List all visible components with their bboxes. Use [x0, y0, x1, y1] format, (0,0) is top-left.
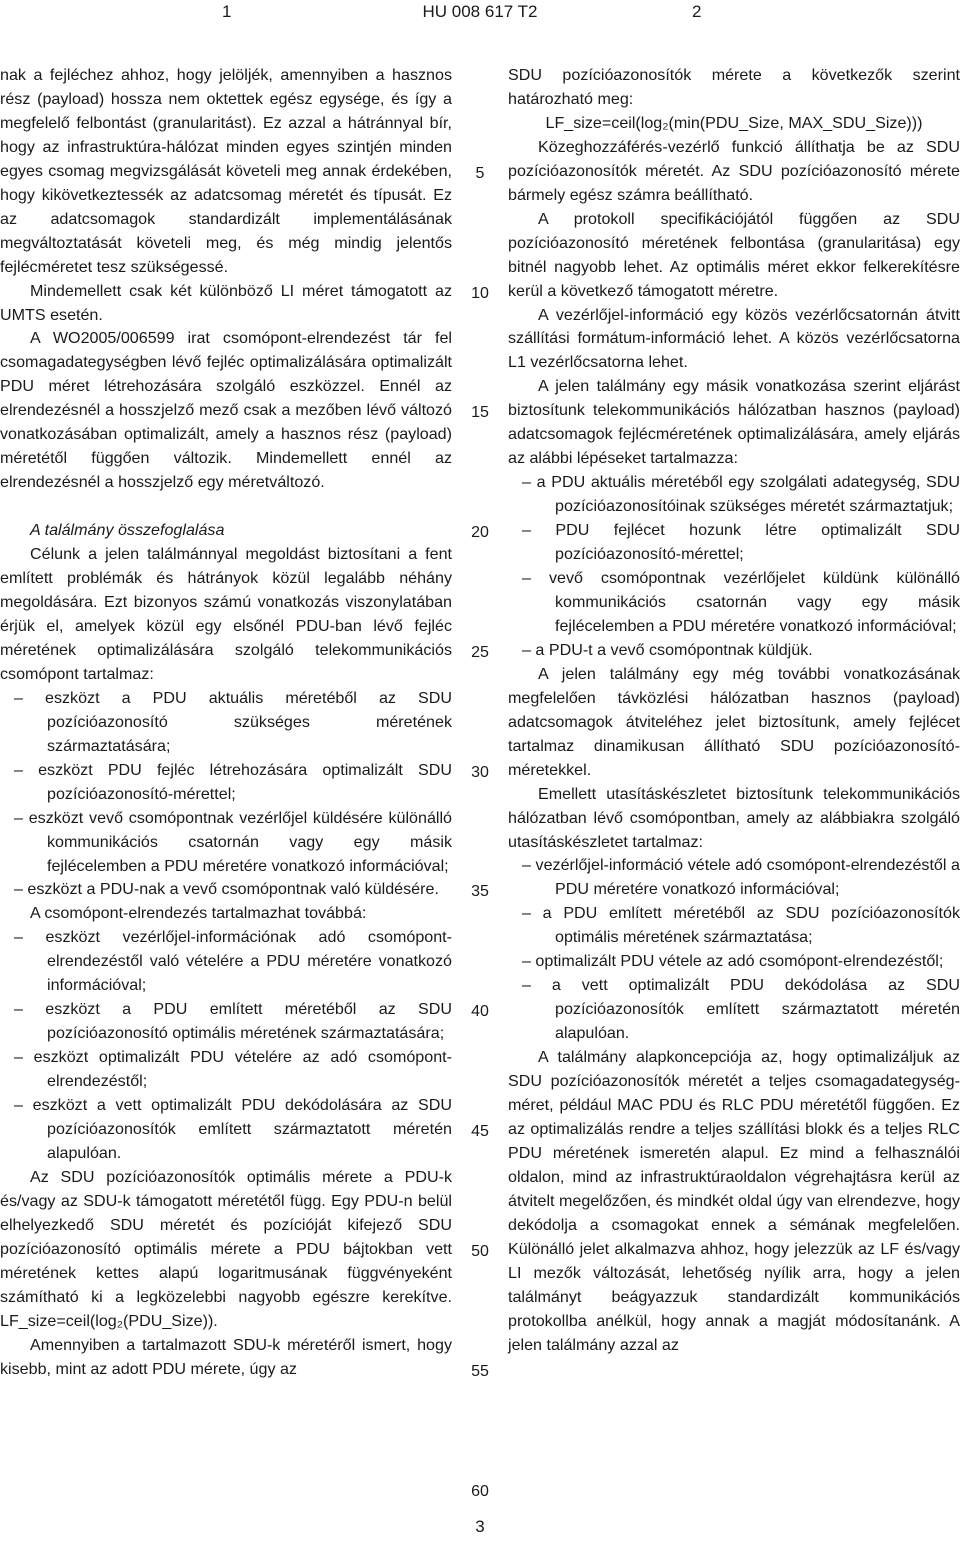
list-item: – vevő csomópontnak vezérlőjelet küldünk különálló kommunikációs csatornán vagy egy másik fejlécelemben a PDU méretére vonatkozó információval; — [522, 569, 960, 635]
list-item: – vezérlőjel-információ vétele adó csomópont-elrendezéstől a PDU méretére vonatkozó információval; — [522, 856, 960, 899]
list-item: – optimalizált PDU vétele az adó csomópont-elrendezéstől; — [522, 952, 944, 971]
paragraph: A találmány alapkoncepciója az, hogy optimalizáljuk az SDU pozícióazonosítók méretét a teljes csomagadategység-méret, például MAC PDU és RLC PDU méretétől függően. Ez az optimalizálás rendre a teljes szállítási blokk és a teljes RLC PDU méretének ismeretén alapul. Ez mind a felhasználói oldalon, mind az infrastruktúraoldalon végrehajtásra kerül az átvitelt megelőzően, és mindkét oldal úgy van elrendezve, hogy dekódolja a csomagokat ennek a sémának megfelelően. Különálló jelet alkalmazva ahhoz, hogy jelezzük az LF és/vagy LI mezők változását, lehetőség nyílik arra, hogy a jelen találmányt beágyazzuk standardizált kommunikációs protokollba anélkül, hogy annak a magját módosítanánk. A jelen találmány azzal az — [508, 1048, 960, 1354]
line-number: 40 — [471, 1003, 489, 1020]
line-number: 30 — [471, 764, 489, 781]
paragraph: nak a fejléchez ahhoz, hogy jelöljék, amennyiben a hasznos rész (payload) hossza nem oktettek egész egysége, és így a megfelelő felbontást (granularitást). Ez azzal a hátránnyal bír, hogy az infrastruktúra-hálózat minden egyes szintjén minden egyes csomag megvizsgálását követeli meg annak érdekében, hogy kikövetkeztessék az adatcsomag méretét és típusát. Ez az adatcsomagok standardizált implementálásának megváltoztatását követeli meg, és még mindig jelentős fejlécméretet tesz szükségessé. — [0, 66, 452, 276]
list-item: – eszközt vezérlőjel-információnak adó csomópont-elrendezéstől való vételére a PDU méretére vonatkozó információval; — [14, 928, 452, 995]
paragraph: Emellett utasításkészletet biztosítunk telekommunikációs hálózatban lévő csomópontban, amely az alábbiakra szolgáló utasításkészletet tartalmaz: — [508, 784, 960, 851]
paragraph: SDU pozícióazonosítók mérete a következők szerint határozható meg: — [508, 66, 960, 108]
line-number: 25 — [471, 644, 489, 661]
left-text-column — [0, 64, 452, 1381]
paragraph: A protokoll specifikációjától függően az SDU pozícióazonosító méretének felbontása (granularitása) egy bitnél nagyobb lehet. Az optimális méret ekkor felkerekítésre kerül a következő támogatott méretre. — [508, 209, 960, 300]
line-number: 20 — [471, 524, 489, 541]
paragraph: Az SDU pozícióazonosítók optimális mérete a PDU-k és/vagy az SDU-k támogatott méretétől függ. Egy PDU-n belül elhelyezkedő SDU méretét és pozícióját kifejező SDU pozícióazonosító optimális mérete a PDU bájtokban vett méretének kettes alapú logaritmusának függvényeként számítható ki a legközelebbi nagyobb egészre kerekítve. LF_size=ceil(log₂(PDU_Size)). — [0, 1167, 452, 1330]
line-number: 55 — [471, 1363, 489, 1380]
page-number: 3 — [475, 1517, 485, 1536]
line-number: 60 — [471, 1483, 489, 1500]
list-item: – PDU fejlécet hozunk létre optimalizált SDU pozícióazonosító-mérettel; — [522, 521, 960, 564]
line-number: 10 — [471, 285, 489, 302]
list-item: – eszközt vevő csomópontnak vezérlőjel küldésére különálló kommunikációs csatornán vagy egy másik fejlécelemben a PDU méretére vonatkozó információval; — [14, 808, 452, 875]
header-left-column-number: 1 — [222, 2, 232, 21]
header-right-column-number: 2 — [692, 2, 702, 21]
list-item: – eszközt optimalizált PDU vételére az adó csomópont-elrendezéstől; — [14, 1048, 452, 1091]
line-number: 35 — [471, 883, 489, 900]
paragraph: A csomópont-elrendezés tartalmazhat továbbá: — [30, 904, 367, 923]
line-number: 50 — [471, 1243, 489, 1260]
list-item: – a PDU-t a vevő csomópontnak küldjük. — [522, 640, 813, 659]
list-item: – a PDU említett méretéből az SDU pozícióazonosítók optimális méretének származtatása; — [522, 904, 960, 947]
paragraph: A jelen találmány egy másik vonatkozása szerint eljárást biztosítunk telekommunikációs hálózatban hasznos (payload) adatcsomagok fejlécméretének optimalizálására, amely eljárás az alábbi lépéseket tartalmazza: — [508, 377, 960, 468]
line-number: 5 — [475, 165, 485, 182]
list-item: – eszközt a PDU említett méretéből az SDU pozícióazonosító optimális méretének származtatására; — [14, 1000, 452, 1043]
paragraph: Mindemellett csak két különböző LI méret támogatott az UMTS esetén. — [0, 281, 452, 324]
list-item: – eszközt PDU fejléc létrehozására optimalizált SDU pozícióazonosító-mérettel; — [14, 760, 452, 803]
paragraph: LF_size=ceil(log₂(min(PDU_Size, MAX_SDU_Size))) — [545, 113, 923, 132]
list-item: – eszközt a PDU aktuális méretéből az SDU pozícióazonosító szükséges méretének származtatására; — [14, 688, 452, 755]
line-number: 45 — [471, 1123, 489, 1140]
paragraph: Amennyiben a tartalmazott SDU-k méretéről ismert, hogy kisebb, mint az adott PDU mérete, úgy az — [0, 1335, 452, 1378]
list-item: – a vett optimalizált PDU dekódolása az SDU pozícióazonosítók említett származtatott méretén alapulóan. — [522, 976, 960, 1043]
paragraph: A vezérlőjel-információ egy közös vezérlőcsatornán átvitt szállítási formátum-információ lehet. A közös vezérlőcsatorna L1 vezérlőcsatorna lehet. — [508, 305, 960, 372]
list-item: – eszközt a vett optimalizált PDU dekódolására az SDU pozícióazonosítók említett származtatott méretén alapulóan. — [14, 1096, 452, 1162]
paragraph: A WO2005/006599 irat csomópont-elrendezést tár fel csomagadategységben lévő fejléc optimalizálására optimalizált PDU méret létrehozására szolgáló eszközzel. Ennél az elrendezésnél a hosszjelző mező csak a mezőben lévő változó vonatkozásában optimalizált, amely a hasznos rész (payload) méretétől függően változik. Mindemellett ennél az elrendezésnél a hosszjelző egy méretváltozó. — [0, 329, 452, 492]
list-item: – a PDU aktuális méretéből egy szolgálati adategység, SDU pozícióazonosítóinak szükséges méretét származtatjuk; — [522, 473, 960, 516]
paragraph: Célunk a jelen találmánnyal megoldást biztosítani a fent említett problémák és hátrányok közül legalább néhány megoldására. Ezt bizonyos számú vonatkozás viszonylatában érjük el, amelyek közül egy elsőnél PDU-ban lévő fejléc méretének optimalizálására szolgáló telekommunikációs csomópont tartalmaz: — [0, 545, 452, 683]
list-item: – eszközt a PDU-nak a vevő csomópontnak való küldésére. — [14, 880, 439, 899]
paragraph: Közeghozzáférés-vezérlő funkció állíthatja be az SDU pozícióazonosítók méretét. Az SDU pozícióazonosító mérete bármely egész számra beállítható. — [508, 137, 960, 204]
header-patent-number: HU 008 617 T2 — [422, 2, 538, 21]
line-number: 15 — [471, 404, 489, 421]
paragraph: A jelen találmány egy még további vonatkozásának megfelelően távközlési hálózatban hasznos (payload) adatcsomagok átviteléhez jelet biztosítunk, amely fejlécet tartalmaz dinamikusan állítható SDU pozícióazonosító-méretekkel. — [508, 664, 960, 779]
spacer — [0, 495, 452, 519]
section-heading: A találmány összefoglalása — [30, 521, 225, 540]
right-text-column — [508, 64, 960, 1357]
